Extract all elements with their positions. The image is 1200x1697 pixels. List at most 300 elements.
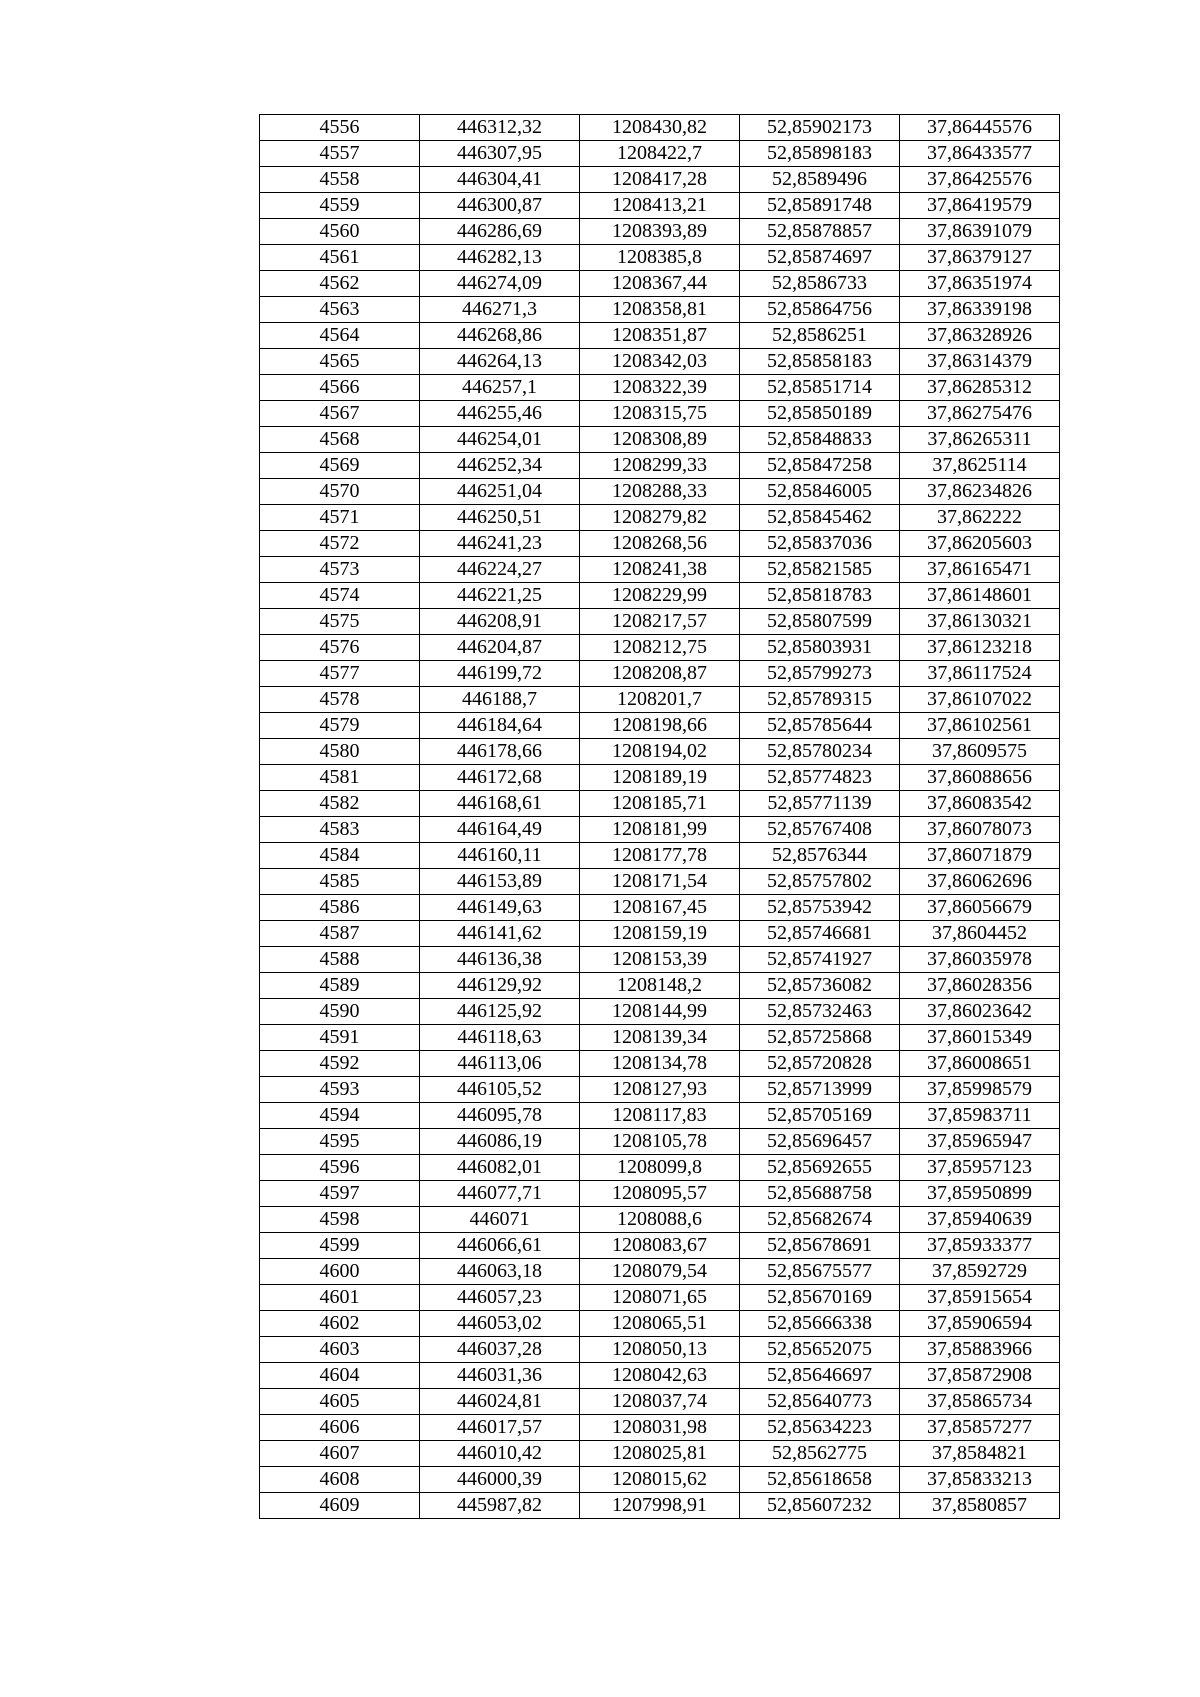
table-row <box>260 661 1060 687</box>
y-coordinate-cell: 1208171,54 <box>580 869 740 895</box>
y-coordinate-cell: 1208153,39 <box>580 947 740 973</box>
y-coordinate-cell: 1208342,03 <box>580 349 740 375</box>
longitude-cell: 37,86165471 <box>900 557 1060 583</box>
longitude-cell: 37,85883966 <box>900 1337 1060 1363</box>
latitude-cell: 52,85652075 <box>740 1337 900 1363</box>
point-number-cell: 4562 <box>260 271 420 297</box>
table-row <box>260 479 1060 505</box>
longitude-cell: 37,86379127 <box>900 245 1060 271</box>
latitude-cell: 52,85891748 <box>740 193 900 219</box>
y-coordinate-cell: 1208095,57 <box>580 1181 740 1207</box>
table-row <box>260 1051 1060 1077</box>
y-coordinate-cell: 1208050,13 <box>580 1337 740 1363</box>
y-coordinate-cell: 1208144,99 <box>580 999 740 1025</box>
point-number-cell: 4559 <box>260 193 420 219</box>
y-coordinate-cell: 1208088,6 <box>580 1207 740 1233</box>
point-number-cell: 4592 <box>260 1051 420 1077</box>
table-row <box>260 401 1060 427</box>
table-row <box>260 1389 1060 1415</box>
x-coordinate-cell: 446172,68 <box>420 765 580 791</box>
x-coordinate-cell: 446300,87 <box>420 193 580 219</box>
y-coordinate-cell: 1208198,66 <box>580 713 740 739</box>
x-coordinate-cell: 446024,81 <box>420 1389 580 1415</box>
point-number-cell: 4560 <box>260 219 420 245</box>
x-coordinate-cell: 446149,63 <box>420 895 580 921</box>
y-coordinate-cell: 1208037,74 <box>580 1389 740 1415</box>
point-number-cell: 4608 <box>260 1467 420 1493</box>
y-coordinate-cell: 1208065,51 <box>580 1311 740 1337</box>
latitude-cell: 52,85720828 <box>740 1051 900 1077</box>
point-number-cell: 4596 <box>260 1155 420 1181</box>
point-number-cell: 4594 <box>260 1103 420 1129</box>
coordinates-table <box>259 114 1060 1519</box>
latitude-cell: 52,85803931 <box>740 635 900 661</box>
y-coordinate-cell: 1208422,7 <box>580 141 740 167</box>
table-row <box>260 375 1060 401</box>
longitude-cell: 37,85950899 <box>900 1181 1060 1207</box>
longitude-cell: 37,86008651 <box>900 1051 1060 1077</box>
table-row <box>260 141 1060 167</box>
x-coordinate-cell: 446274,09 <box>420 271 580 297</box>
table-row <box>260 1337 1060 1363</box>
table-row <box>260 505 1060 531</box>
point-number-cell: 4597 <box>260 1181 420 1207</box>
point-number-cell: 4590 <box>260 999 420 1025</box>
y-coordinate-cell: 1208167,45 <box>580 895 740 921</box>
latitude-cell: 52,85845462 <box>740 505 900 531</box>
y-coordinate-cell: 1208385,8 <box>580 245 740 271</box>
table-row <box>260 115 1060 141</box>
latitude-cell: 52,85725868 <box>740 1025 900 1051</box>
x-coordinate-cell: 446208,91 <box>420 609 580 635</box>
point-number-cell: 4583 <box>260 817 420 843</box>
table-row <box>260 1077 1060 1103</box>
x-coordinate-cell: 446304,41 <box>420 167 580 193</box>
longitude-cell: 37,86078073 <box>900 817 1060 843</box>
y-coordinate-cell: 1208208,87 <box>580 661 740 687</box>
point-number-cell: 4599 <box>260 1233 420 1259</box>
table-row <box>260 895 1060 921</box>
point-number-cell: 4558 <box>260 167 420 193</box>
y-coordinate-cell: 1208071,65 <box>580 1285 740 1311</box>
point-number-cell: 4586 <box>260 895 420 921</box>
x-coordinate-cell: 446188,7 <box>420 687 580 713</box>
point-number-cell: 4589 <box>260 973 420 999</box>
table-row <box>260 427 1060 453</box>
table-row <box>260 999 1060 1025</box>
y-coordinate-cell: 1208117,83 <box>580 1103 740 1129</box>
longitude-cell: 37,86419579 <box>900 193 1060 219</box>
point-number-cell: 4570 <box>260 479 420 505</box>
y-coordinate-cell: 1208025,81 <box>580 1441 740 1467</box>
y-coordinate-cell: 1208393,89 <box>580 219 740 245</box>
latitude-cell: 52,85705169 <box>740 1103 900 1129</box>
x-coordinate-cell: 446125,92 <box>420 999 580 1025</box>
y-coordinate-cell: 1208181,99 <box>580 817 740 843</box>
table-row <box>260 921 1060 947</box>
longitude-cell: 37,86083542 <box>900 791 1060 817</box>
y-coordinate-cell: 1208413,21 <box>580 193 740 219</box>
table-row <box>260 739 1060 765</box>
x-coordinate-cell: 446252,34 <box>420 453 580 479</box>
y-coordinate-cell: 1208185,71 <box>580 791 740 817</box>
latitude-cell: 52,85771139 <box>740 791 900 817</box>
point-number-cell: 4557 <box>260 141 420 167</box>
latitude-cell: 52,8576344 <box>740 843 900 869</box>
latitude-cell: 52,85846005 <box>740 479 900 505</box>
longitude-cell: 37,86328926 <box>900 323 1060 349</box>
point-number-cell: 4593 <box>260 1077 420 1103</box>
latitude-cell: 52,85757802 <box>740 869 900 895</box>
longitude-cell: 37,86425576 <box>900 167 1060 193</box>
longitude-cell: 37,86123218 <box>900 635 1060 661</box>
point-number-cell: 4571 <box>260 505 420 531</box>
longitude-cell: 37,86265311 <box>900 427 1060 453</box>
y-coordinate-cell: 1208189,19 <box>580 765 740 791</box>
x-coordinate-cell: 446153,89 <box>420 869 580 895</box>
x-coordinate-cell: 446071 <box>420 1207 580 1233</box>
latitude-cell: 52,85878857 <box>740 219 900 245</box>
x-coordinate-cell: 446053,02 <box>420 1311 580 1337</box>
x-coordinate-cell: 446184,64 <box>420 713 580 739</box>
latitude-cell: 52,85618658 <box>740 1467 900 1493</box>
longitude-cell: 37,86071879 <box>900 843 1060 869</box>
y-coordinate-cell: 1208134,78 <box>580 1051 740 1077</box>
latitude-cell: 52,85818783 <box>740 583 900 609</box>
y-coordinate-cell: 1208159,19 <box>580 921 740 947</box>
table-row <box>260 1441 1060 1467</box>
latitude-cell: 52,85898183 <box>740 141 900 167</box>
point-number-cell: 4588 <box>260 947 420 973</box>
longitude-cell: 37,85857277 <box>900 1415 1060 1441</box>
longitude-cell: 37,85998579 <box>900 1077 1060 1103</box>
longitude-cell: 37,8609575 <box>900 739 1060 765</box>
latitude-cell: 52,85851714 <box>740 375 900 401</box>
point-number-cell: 4605 <box>260 1389 420 1415</box>
latitude-cell: 52,85780234 <box>740 739 900 765</box>
table-row <box>260 1467 1060 1493</box>
x-coordinate-cell: 446271,3 <box>420 297 580 323</box>
latitude-cell: 52,85807599 <box>740 609 900 635</box>
table-row <box>260 583 1060 609</box>
y-coordinate-cell: 1208358,81 <box>580 297 740 323</box>
y-coordinate-cell: 1208299,33 <box>580 453 740 479</box>
table-row <box>260 1025 1060 1051</box>
latitude-cell: 52,85634223 <box>740 1415 900 1441</box>
longitude-cell: 37,85957123 <box>900 1155 1060 1181</box>
longitude-cell: 37,86015349 <box>900 1025 1060 1051</box>
longitude-cell: 37,85940639 <box>900 1207 1060 1233</box>
longitude-cell: 37,85965947 <box>900 1129 1060 1155</box>
table-row <box>260 297 1060 323</box>
latitude-cell: 52,85774823 <box>740 765 900 791</box>
longitude-cell: 37,86234826 <box>900 479 1060 505</box>
x-coordinate-cell: 446063,18 <box>420 1259 580 1285</box>
longitude-cell: 37,85872908 <box>900 1363 1060 1389</box>
y-coordinate-cell: 1208322,39 <box>580 375 740 401</box>
y-coordinate-cell: 1208194,02 <box>580 739 740 765</box>
point-number-cell: 4573 <box>260 557 420 583</box>
longitude-cell: 37,86130321 <box>900 609 1060 635</box>
point-number-cell: 4556 <box>260 115 420 141</box>
latitude-cell: 52,8586251 <box>740 323 900 349</box>
y-coordinate-cell: 1208083,67 <box>580 1233 740 1259</box>
x-coordinate-cell: 446000,39 <box>420 1467 580 1493</box>
latitude-cell: 52,85741927 <box>740 947 900 973</box>
table-row <box>260 453 1060 479</box>
latitude-cell: 52,85753942 <box>740 895 900 921</box>
longitude-cell: 37,86314379 <box>900 349 1060 375</box>
table-row <box>260 167 1060 193</box>
latitude-cell: 52,85789315 <box>740 687 900 713</box>
latitude-cell: 52,85767408 <box>740 817 900 843</box>
table-row <box>260 713 1060 739</box>
latitude-cell: 52,85713999 <box>740 1077 900 1103</box>
table-row <box>260 1233 1060 1259</box>
y-coordinate-cell: 1208212,75 <box>580 635 740 661</box>
x-coordinate-cell: 446010,42 <box>420 1441 580 1467</box>
point-number-cell: 4595 <box>260 1129 420 1155</box>
longitude-cell: 37,86028356 <box>900 973 1060 999</box>
table-row <box>260 1155 1060 1181</box>
x-coordinate-cell: 446251,04 <box>420 479 580 505</box>
x-coordinate-cell: 446199,72 <box>420 661 580 687</box>
longitude-cell: 37,86035978 <box>900 947 1060 973</box>
latitude-cell: 52,8589496 <box>740 167 900 193</box>
table-row <box>260 1129 1060 1155</box>
x-coordinate-cell: 446129,92 <box>420 973 580 999</box>
y-coordinate-cell: 1208288,33 <box>580 479 740 505</box>
latitude-cell: 52,85666338 <box>740 1311 900 1337</box>
longitude-cell: 37,86062696 <box>900 869 1060 895</box>
latitude-cell: 52,85821585 <box>740 557 900 583</box>
longitude-cell: 37,8604452 <box>900 921 1060 947</box>
longitude-cell: 37,8592729 <box>900 1259 1060 1285</box>
point-number-cell: 4575 <box>260 609 420 635</box>
point-number-cell: 4603 <box>260 1337 420 1363</box>
point-number-cell: 4567 <box>260 401 420 427</box>
point-number-cell: 4587 <box>260 921 420 947</box>
latitude-cell: 52,85678691 <box>740 1233 900 1259</box>
longitude-cell: 37,86023642 <box>900 999 1060 1025</box>
longitude-cell: 37,86205603 <box>900 531 1060 557</box>
latitude-cell: 52,85746681 <box>740 921 900 947</box>
x-coordinate-cell: 446017,57 <box>420 1415 580 1441</box>
point-number-cell: 4578 <box>260 687 420 713</box>
table-row <box>260 1363 1060 1389</box>
latitude-cell: 52,85607232 <box>740 1493 900 1519</box>
longitude-cell: 37,86339198 <box>900 297 1060 323</box>
longitude-cell: 37,86445576 <box>900 115 1060 141</box>
table-row <box>260 843 1060 869</box>
x-coordinate-cell: 446095,78 <box>420 1103 580 1129</box>
x-coordinate-cell: 446164,49 <box>420 817 580 843</box>
latitude-cell: 52,85850189 <box>740 401 900 427</box>
table-row <box>260 245 1060 271</box>
x-coordinate-cell: 446136,38 <box>420 947 580 973</box>
y-coordinate-cell: 1208315,75 <box>580 401 740 427</box>
point-number-cell: 4561 <box>260 245 420 271</box>
table-row <box>260 531 1060 557</box>
table-row <box>260 557 1060 583</box>
x-coordinate-cell: 446241,23 <box>420 531 580 557</box>
point-number-cell: 4579 <box>260 713 420 739</box>
latitude-cell: 52,85675577 <box>740 1259 900 1285</box>
latitude-cell: 52,85670169 <box>740 1285 900 1311</box>
y-coordinate-cell: 1207998,91 <box>580 1493 740 1519</box>
x-coordinate-cell: 446066,61 <box>420 1233 580 1259</box>
longitude-cell: 37,86107022 <box>900 687 1060 713</box>
point-number-cell: 4601 <box>260 1285 420 1311</box>
x-coordinate-cell: 446031,36 <box>420 1363 580 1389</box>
y-coordinate-cell: 1208042,63 <box>580 1363 740 1389</box>
table-row <box>260 1207 1060 1233</box>
table-row <box>260 791 1060 817</box>
longitude-cell: 37,86148601 <box>900 583 1060 609</box>
latitude-cell: 52,85688758 <box>740 1181 900 1207</box>
point-number-cell: 4568 <box>260 427 420 453</box>
longitude-cell: 37,85933377 <box>900 1233 1060 1259</box>
point-number-cell: 4598 <box>260 1207 420 1233</box>
longitude-cell: 37,85983711 <box>900 1103 1060 1129</box>
longitude-cell: 37,862222 <box>900 505 1060 531</box>
longitude-cell: 37,85915654 <box>900 1285 1060 1311</box>
point-number-cell: 4576 <box>260 635 420 661</box>
table-row <box>260 271 1060 297</box>
y-coordinate-cell: 1208127,93 <box>580 1077 740 1103</box>
table-row <box>260 609 1060 635</box>
x-coordinate-cell: 446160,11 <box>420 843 580 869</box>
point-number-cell: 4591 <box>260 1025 420 1051</box>
table-row <box>260 947 1060 973</box>
x-coordinate-cell: 446168,61 <box>420 791 580 817</box>
table-row <box>260 869 1060 895</box>
x-coordinate-cell: 446307,95 <box>420 141 580 167</box>
y-coordinate-cell: 1208139,34 <box>580 1025 740 1051</box>
table-row <box>260 219 1060 245</box>
x-coordinate-cell: 446268,86 <box>420 323 580 349</box>
y-coordinate-cell: 1208308,89 <box>580 427 740 453</box>
y-coordinate-cell: 1208099,8 <box>580 1155 740 1181</box>
latitude-cell: 52,85799273 <box>740 661 900 687</box>
y-coordinate-cell: 1208279,82 <box>580 505 740 531</box>
table-row <box>260 349 1060 375</box>
table-row <box>260 765 1060 791</box>
point-number-cell: 4581 <box>260 765 420 791</box>
y-coordinate-cell: 1208079,54 <box>580 1259 740 1285</box>
table-row <box>260 1285 1060 1311</box>
point-number-cell: 4580 <box>260 739 420 765</box>
x-coordinate-cell: 446082,01 <box>420 1155 580 1181</box>
y-coordinate-cell: 1208031,98 <box>580 1415 740 1441</box>
point-number-cell: 4606 <box>260 1415 420 1441</box>
point-number-cell: 4566 <box>260 375 420 401</box>
x-coordinate-cell: 446178,66 <box>420 739 580 765</box>
x-coordinate-cell: 446254,01 <box>420 427 580 453</box>
x-coordinate-cell: 446264,13 <box>420 349 580 375</box>
latitude-cell: 52,85837036 <box>740 531 900 557</box>
point-number-cell: 4609 <box>260 1493 420 1519</box>
longitude-cell: 37,8580857 <box>900 1493 1060 1519</box>
longitude-cell: 37,8625114 <box>900 453 1060 479</box>
longitude-cell: 37,86351974 <box>900 271 1060 297</box>
y-coordinate-cell: 1208148,2 <box>580 973 740 999</box>
longitude-cell: 37,86285312 <box>900 375 1060 401</box>
table-row <box>260 1259 1060 1285</box>
longitude-cell: 37,86102561 <box>900 713 1060 739</box>
table-row <box>260 1415 1060 1441</box>
x-coordinate-cell: 446141,62 <box>420 921 580 947</box>
x-coordinate-cell: 446255,46 <box>420 401 580 427</box>
latitude-cell: 52,85874697 <box>740 245 900 271</box>
latitude-cell: 52,85847258 <box>740 453 900 479</box>
x-coordinate-cell: 446257,1 <box>420 375 580 401</box>
y-coordinate-cell: 1208430,82 <box>580 115 740 141</box>
table-row <box>260 817 1060 843</box>
x-coordinate-cell: 446113,06 <box>420 1051 580 1077</box>
latitude-cell: 52,85732463 <box>740 999 900 1025</box>
x-coordinate-cell: 446221,25 <box>420 583 580 609</box>
longitude-cell: 37,86391079 <box>900 219 1060 245</box>
point-number-cell: 4572 <box>260 531 420 557</box>
latitude-cell: 52,85848833 <box>740 427 900 453</box>
y-coordinate-cell: 1208351,87 <box>580 323 740 349</box>
y-coordinate-cell: 1208217,57 <box>580 609 740 635</box>
x-coordinate-cell: 446037,28 <box>420 1337 580 1363</box>
point-number-cell: 4584 <box>260 843 420 869</box>
x-coordinate-cell: 446312,32 <box>420 115 580 141</box>
x-coordinate-cell: 446086,19 <box>420 1129 580 1155</box>
y-coordinate-cell: 1208229,99 <box>580 583 740 609</box>
point-number-cell: 4604 <box>260 1363 420 1389</box>
table-row <box>260 687 1060 713</box>
y-coordinate-cell: 1208105,78 <box>580 1129 740 1155</box>
y-coordinate-cell: 1208177,78 <box>580 843 740 869</box>
x-coordinate-cell: 446224,27 <box>420 557 580 583</box>
x-coordinate-cell: 446286,69 <box>420 219 580 245</box>
longitude-cell: 37,8584821 <box>900 1441 1060 1467</box>
y-coordinate-cell: 1208241,38 <box>580 557 740 583</box>
x-coordinate-cell: 446057,23 <box>420 1285 580 1311</box>
y-coordinate-cell: 1208201,7 <box>580 687 740 713</box>
x-coordinate-cell: 446282,13 <box>420 245 580 271</box>
point-number-cell: 4600 <box>260 1259 420 1285</box>
x-coordinate-cell: 446250,51 <box>420 505 580 531</box>
y-coordinate-cell: 1208367,44 <box>580 271 740 297</box>
latitude-cell: 52,85902173 <box>740 115 900 141</box>
y-coordinate-cell: 1208417,28 <box>580 167 740 193</box>
longitude-cell: 37,86056679 <box>900 895 1060 921</box>
latitude-cell: 52,85858183 <box>740 349 900 375</box>
point-number-cell: 4607 <box>260 1441 420 1467</box>
point-number-cell: 4563 <box>260 297 420 323</box>
table-row <box>260 193 1060 219</box>
table-row <box>260 1181 1060 1207</box>
table-row <box>260 1493 1060 1519</box>
point-number-cell: 4577 <box>260 661 420 687</box>
latitude-cell: 52,85692655 <box>740 1155 900 1181</box>
point-number-cell: 4564 <box>260 323 420 349</box>
longitude-cell: 37,85865734 <box>900 1389 1060 1415</box>
x-coordinate-cell: 445987,82 <box>420 1493 580 1519</box>
latitude-cell: 52,85682674 <box>740 1207 900 1233</box>
coordinates-table-body <box>260 115 1060 1519</box>
longitude-cell: 37,85833213 <box>900 1467 1060 1493</box>
latitude-cell: 52,85640773 <box>740 1389 900 1415</box>
x-coordinate-cell: 446077,71 <box>420 1181 580 1207</box>
latitude-cell: 52,8586733 <box>740 271 900 297</box>
longitude-cell: 37,86433577 <box>900 141 1060 167</box>
